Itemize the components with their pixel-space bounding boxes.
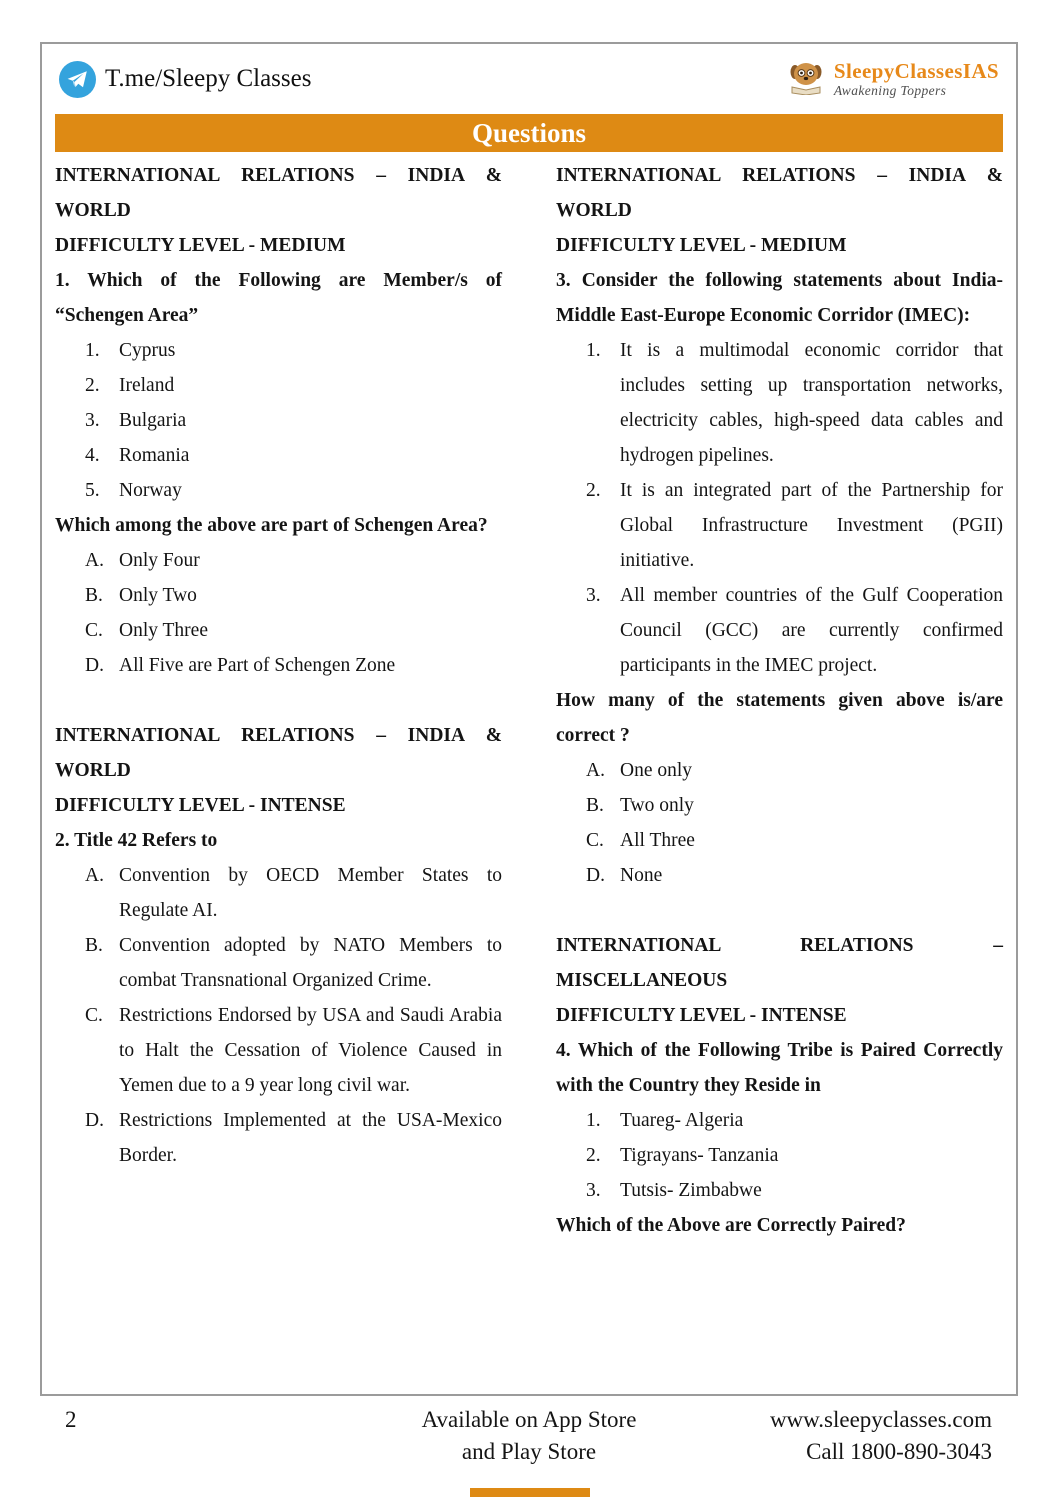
telegram-handle[interactable]: T.me/Sleepy Classes	[105, 65, 312, 92]
footer-availability	[422, 1404, 637, 1468]
option-text: Only Two	[119, 585, 197, 606]
list-item	[55, 438, 502, 473]
item-marker: 2.	[586, 480, 601, 501]
question-difficulty: DIFFICULTY LEVEL - MEDIUM	[556, 235, 847, 256]
option-item	[55, 648, 502, 683]
item-text: It is a multimodal economic corridor that includes setting up transportation networks, electricity cables, high-speed data cables and hydrogen pipelines.	[620, 340, 1003, 466]
question-category: INTERNATIONAL RELATIONS – MISCELLANEOUS	[556, 935, 1003, 991]
telegram-icon	[59, 61, 96, 98]
option-item	[556, 788, 1003, 823]
mascot-dog-icon	[785, 59, 827, 100]
item-text: Tigrayans- Tanzania	[620, 1145, 779, 1166]
list-item	[556, 333, 1003, 473]
item-marker: 1.	[586, 1110, 601, 1131]
question-block-2	[55, 718, 502, 1173]
option-text: One only	[620, 760, 693, 781]
item-text: It is an integrated part of the Partnership for Global Infrastructure Investment (PGII) initiative.	[620, 480, 1003, 571]
right-column	[556, 158, 1003, 1243]
question-difficulty: DIFFICULTY LEVEL - INTENSE	[55, 795, 346, 816]
option-text: Only Four	[119, 550, 200, 571]
item-text: All member countries of the Gulf Cooperation Council (GCC) are currently confirmed participants in the IMEC project.	[620, 585, 1003, 676]
sub-question-text: Which of the Above are Correctly Paired?	[556, 1215, 906, 1236]
option-item	[55, 1103, 502, 1173]
item-marker: 4.	[85, 445, 100, 466]
question-difficulty: DIFFICULTY LEVEL - INTENSE	[556, 1005, 847, 1026]
option-text: Convention by OECD Member States to Regulate AI.	[119, 865, 502, 921]
item-marker: 2.	[586, 1145, 601, 1166]
list-item	[55, 473, 502, 508]
option-text: None	[620, 865, 663, 886]
option-marker: D.	[85, 1110, 104, 1131]
sub-question-text: Which among the above are part of Schengen Area?	[55, 515, 488, 536]
sub-question-text: How many of the statements given above is/are correct ?	[556, 690, 1003, 746]
list-item	[556, 1103, 1003, 1138]
phone-number: Call 1800-890-3043	[806, 1439, 992, 1464]
option-item	[55, 613, 502, 648]
item-marker: 1.	[586, 340, 601, 361]
question-text: 4. Which of the Following Tribe is Paired Correctly with the Country they Reside in	[556, 1040, 1003, 1096]
item-text: Cyprus	[119, 340, 176, 361]
list-item	[55, 333, 502, 368]
option-text: Only Three	[119, 620, 208, 641]
list-item	[55, 403, 502, 438]
question-block-4	[556, 928, 1003, 1243]
option-text: Restrictions Endorsed by USA and Saudi Arabia to Halt the Cessation of Violence Caused in Yemen due to a 9 year long civil war.	[119, 1005, 502, 1096]
questions-banner	[55, 114, 1003, 152]
item-text: Norway	[119, 480, 182, 501]
option-marker: B.	[85, 585, 103, 606]
brand-tagline: Awakening Toppers	[833, 83, 947, 99]
question-category: INTERNATIONAL RELATIONS – INDIA & WORLD	[55, 725, 502, 781]
option-item	[556, 858, 1003, 893]
option-marker: C.	[586, 830, 604, 851]
question-columns	[55, 152, 1003, 1243]
option-item	[55, 858, 502, 928]
telegram-link[interactable]	[59, 61, 311, 98]
brand-logo	[785, 59, 999, 100]
option-text: Convention adopted by NATO Members to combat Transnational Organized Crime.	[119, 935, 502, 991]
item-text: Tutsis- Zimbabwe	[620, 1180, 762, 1201]
item-marker: 3.	[586, 1180, 601, 1201]
item-marker: 3.	[85, 410, 100, 431]
option-marker: D.	[586, 865, 605, 886]
footer-contact	[636, 1404, 1018, 1468]
option-marker: C.	[85, 1005, 103, 1026]
page-number: 2	[65, 1407, 77, 1432]
question-text: 3. Consider the following statements about India-Middle East-Europe Economic Corridor (IMEC):	[556, 270, 1003, 326]
option-item	[556, 753, 1003, 788]
option-marker: A.	[85, 865, 104, 886]
page-border-frame	[40, 42, 1018, 1396]
footer	[40, 1404, 1018, 1468]
banner-title: Questions	[471, 117, 587, 148]
option-marker: C.	[85, 620, 103, 641]
left-column	[55, 158, 502, 1243]
list-item	[556, 473, 1003, 578]
option-text: Two only	[620, 795, 694, 816]
option-item	[55, 998, 502, 1103]
option-marker: B.	[85, 935, 103, 956]
option-text: All Three	[620, 830, 695, 851]
option-item	[55, 543, 502, 578]
question-text: 1. Which of the Following are Member/s of “Schengen Area”	[55, 270, 502, 326]
option-item	[556, 823, 1003, 858]
option-item	[55, 578, 502, 613]
item-marker: 5.	[85, 480, 100, 501]
question-difficulty: DIFFICULTY LEVEL - MEDIUM	[55, 235, 346, 256]
option-marker: A.	[586, 760, 605, 781]
item-text: Tuareg- Algeria	[620, 1110, 744, 1131]
item-text: Bulgaria	[119, 410, 187, 431]
footer-availability-line1: Available on App Store	[421, 1407, 637, 1432]
list-item	[556, 578, 1003, 683]
item-text: Romania	[119, 445, 190, 466]
brand-text	[834, 59, 999, 99]
item-marker: 2.	[85, 375, 100, 396]
brand-name: SleepyClassesIAS	[833, 59, 999, 84]
item-marker: 1.	[85, 340, 100, 361]
question-category: INTERNATIONAL RELATIONS – INDIA & WORLD	[556, 165, 1003, 221]
question-block-3	[556, 158, 1003, 893]
option-marker: B.	[586, 795, 604, 816]
option-text: Restrictions Implemented at the USA-Mexico Border.	[119, 1110, 502, 1166]
list-item	[55, 368, 502, 403]
option-marker: A.	[85, 550, 104, 571]
website-link[interactable]: www.sleepyclasses.com	[769, 1407, 992, 1432]
list-item	[556, 1173, 1003, 1208]
item-marker: 3.	[586, 585, 601, 606]
footer-availability-line2: and Play Store	[461, 1439, 597, 1464]
option-text: All Five are Part of Schengen Zone	[119, 655, 396, 676]
item-text: Ireland	[119, 375, 175, 396]
question-category: INTERNATIONAL RELATIONS – INDIA & WORLD	[55, 165, 502, 221]
question-block-1	[55, 158, 502, 683]
question-text: 2. Title 42 Refers to	[55, 830, 218, 851]
list-item	[556, 1138, 1003, 1173]
bottom-accent-bar	[470, 1488, 590, 1497]
header	[55, 44, 1003, 114]
option-marker: D.	[85, 655, 104, 676]
option-item	[55, 928, 502, 998]
